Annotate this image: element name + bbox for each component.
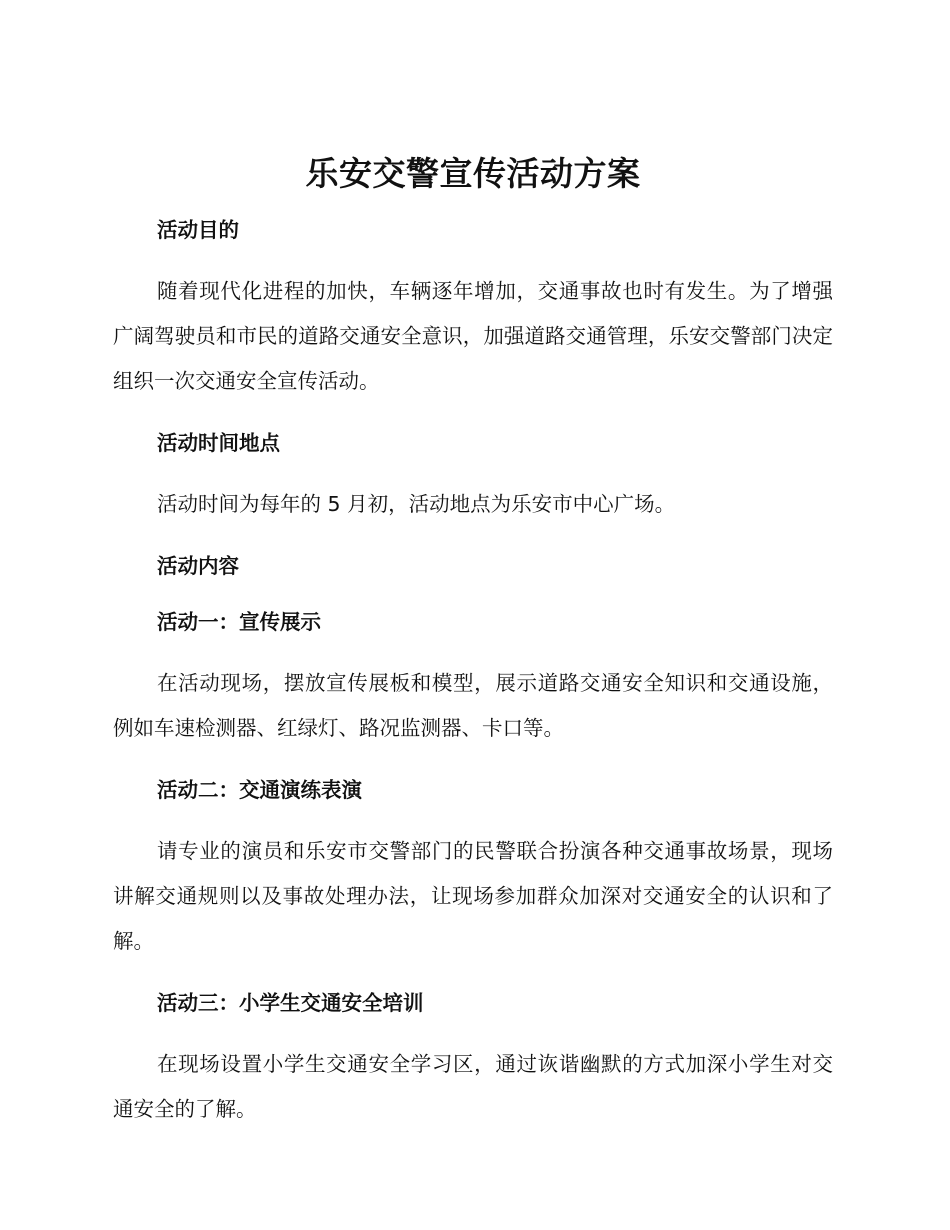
section-heading-activity-3: 活动三：小学生交通安全培训 xyxy=(157,991,424,1015)
paragraph-time-place: 活动时间为每年的 5 月初，活动地点为乐安市中心广场。 xyxy=(157,492,676,516)
section-heading-activity-1: 活动一：宣传展示 xyxy=(157,610,321,634)
paragraph-activity-2: 请专业的演员和乐安市交警部门的民警联合扮演各种交通事故场景，现场讲解交通规则以及事故处理办法，让现场参加群众加深对交通安全的认识和了解。 xyxy=(113,839,833,953)
section-heading-purpose: 活动目的 xyxy=(157,218,239,242)
section-heading-time-place: 活动时间地点 xyxy=(157,431,280,455)
document-title: 乐安交警宣传活动方案 xyxy=(305,154,641,193)
paragraph-purpose: 随着现代化进程的加快，车辆逐年增加，交通事故也时有发生。为了增强广阔驾驶员和市民的道路交通安全意识，加强道路交通管理，乐安交警部门决定组织一次交通安全宣传活动。 xyxy=(113,279,833,393)
document-page xyxy=(113,148,833,1154)
section-heading-content: 活动内容 xyxy=(157,554,239,578)
paragraph-activity-1: 在活动现场，摆放宣传展板和模型，展示道路交通安全知识和交通设施，例如车速检测器、红绿灯、路况监测器、卡口等。 xyxy=(113,671,833,740)
section-heading-activity-2: 活动二：交通演练表演 xyxy=(157,778,362,802)
paragraph-activity-3: 在现场设置小学生交通安全学习区，通过诙谐幽默的方式加深小学生对交通安全的了解。 xyxy=(113,1052,833,1121)
